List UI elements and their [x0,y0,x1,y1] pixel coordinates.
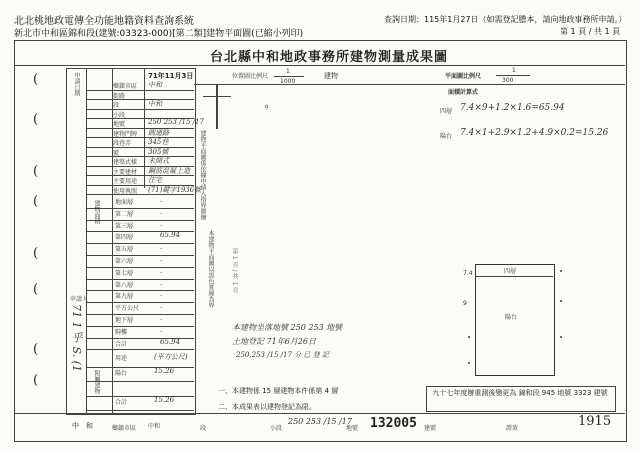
row-label: 第二層 [115,210,134,218]
row-label: 段 [113,102,120,109]
calc-2-label: 陽台 [440,133,453,140]
register-note: 本建物坐落地號 250 253 地號 [232,323,343,332]
location-sketch-note: 9 [263,103,271,112]
page-indicator: 第 1 頁 / 共 1 頁 [560,27,621,36]
row-label: 陽台 [115,369,128,377]
note-floor-count: 一、本建物係 15 層建物本件係第 4 層 [218,387,339,395]
vertical-note: 建物平面圖係依據申請人指界測繪 [199,130,206,220]
row-label: 地號 [113,121,126,128]
footer-seal: 證效 [506,425,519,432]
row-label: 第四層 [115,234,134,242]
row-value: . [160,219,163,228]
footer-township: 中 和 [72,422,93,430]
row-value: 305號 [148,147,169,156]
vertical-note-2: 本建物平面圖以黑色實線為界 [207,230,214,308]
row-value: . [160,207,163,216]
row-label: 街路 [113,92,126,100]
row-label: 小段 [113,111,126,119]
applicant-label: 申請人 [70,296,89,303]
row-value: 鋼筋混凝土造 [148,166,190,175]
row-value: . [160,278,163,287]
date-label: 申請日期 [73,72,80,96]
area-calc-floor4: 7.4×9+1.2×1.6=65.94 [460,103,565,113]
query-date: 查詢日期：115年1月27日（如需登記謄本，請向地政事務所申請。） [384,15,627,24]
footer-land-no: 250 253 /15 /17 [288,417,352,426]
application-date: 71年11月3日 [148,72,194,80]
row-value: . [160,314,163,322]
plan-main-room: 陽台 [505,314,518,321]
footer-building-no: 132005 [370,416,417,431]
binding-hole-icon: ( [33,246,39,261]
register-note-2: 土地登記 71年6月26日 [232,337,316,346]
row-label: 建物門牌 [113,130,138,138]
scale-label-right: 平面圖比例尺 [445,73,482,80]
row-value: 65.94 [160,231,181,240]
row-value: 345巷 [148,138,169,146]
row-value: (平方公尺) [154,353,188,361]
binding-hole-icon: ( [33,373,39,388]
row-label: 主要建材 [113,168,138,176]
row-label: 平方公尺 [115,305,140,313]
footer-subsection-label: 小段 [270,425,283,432]
binding-hole-icon: ( [33,164,39,179]
row-label: 騎樓 [115,328,128,336]
row-label: 地下層 [115,317,134,324]
row-value: 15.26 [154,395,175,404]
row-value: . [160,243,163,252]
row-label: 第五層 [115,246,134,254]
footer-building-label: 建號 [424,425,437,432]
row-value: 住宅 [148,176,162,184]
binding-hole-icon: ( [33,282,39,297]
area-calc-balcony: 7.4×1+2.9×1.2+4.9×0.2=15.26 [460,128,609,138]
footer-section: 中和 [148,423,161,430]
row-value: 15.26 [154,366,175,375]
floors-label: 建物面積 [93,200,100,224]
calc-1-label: 四層 [440,108,453,115]
scale-left-den: 1000 [280,78,296,85]
scale-right-num: 1 [512,67,516,74]
annex-label: 附屬建物 [93,370,100,394]
area-calc-label: 面積計算式 [448,89,479,96]
survey-title: 台北縣中和地政事務所建物測量成果圖 [210,50,449,65]
note-scope: 二、本成果表以建物登記為限。 [218,403,316,411]
row-value: . [160,266,163,275]
row-label: 鄉鎮市區 [113,83,138,90]
footer-township-label: 鄉鎮市區 [112,425,137,432]
row-label: 第九層 [115,293,134,301]
row-value: . [160,255,163,263]
building-label: 建物 [324,72,338,80]
binding-hole-icon: ( [33,112,39,127]
row-value: . [160,290,163,299]
row-label: 段巷弄 [113,140,132,147]
row-label: 使用執照 [113,187,138,195]
applicant-signature: 71 1 乎 S. (1 [70,304,83,372]
row-label: 合計 [115,340,128,348]
row-label: 地面層 [115,199,134,206]
row-value: (71)鍵字1936號 [148,185,202,194]
plan-top-room: 四層 [504,268,517,275]
scale-left-num: 1 [286,68,290,75]
row-label: 建築式樣 [113,159,138,166]
parcel-info: 新北市中和區錦和段(建號:03323-000)[第二類]建物平面圖(已縮小列印) [14,29,304,39]
row-label: 第六層 [115,258,134,265]
row-value: . [160,302,163,311]
scale-right-den: 300 [502,77,514,84]
row-label: 用途 [115,355,128,362]
scale-label-left: 位置圖比例尺 [232,73,269,80]
binding-hole-icon: ( [33,194,39,209]
form-number: 1915 [578,414,612,429]
row-label: 第七層 [115,269,134,277]
row-value: 中和 [148,81,162,89]
binding-hole-icon: ( [33,72,39,87]
row-value: . [160,325,163,334]
row-label: 第八層 [115,281,134,289]
row-value: 250 253 /15 /17 [148,118,204,126]
row-value: 圓通路 [148,128,169,137]
plan-dim-top: 7.4 [463,270,473,277]
faint-stamp: 第 1 頁 / 共 1 頁 [231,248,238,294]
row-value: . [160,196,163,204]
footer-section-label: 段 [200,425,207,432]
system-title: 北北桃地政電傳全功能地籍資料查詢系統 [14,16,194,27]
row-label: 主要用途 [113,178,138,185]
correction-note: 九十七年度辦重測後變更為 錦和段 945 地號 3323 建號 [432,389,608,397]
row-value: 中和 [148,100,162,108]
row-label: 號 [113,149,120,157]
row-label: 第三層 [115,222,134,230]
row-label: 合計 [115,398,128,406]
register-note-3: 250,253 /15 /17 分 已 登 記 [236,351,329,359]
row-value: 未開式 [148,157,169,165]
plan-dim-left: 9 [463,300,467,307]
binding-hole-icon: ( [33,342,39,357]
row-value: 65.94 [160,337,181,346]
footer-land-label: 地號 [346,425,359,432]
